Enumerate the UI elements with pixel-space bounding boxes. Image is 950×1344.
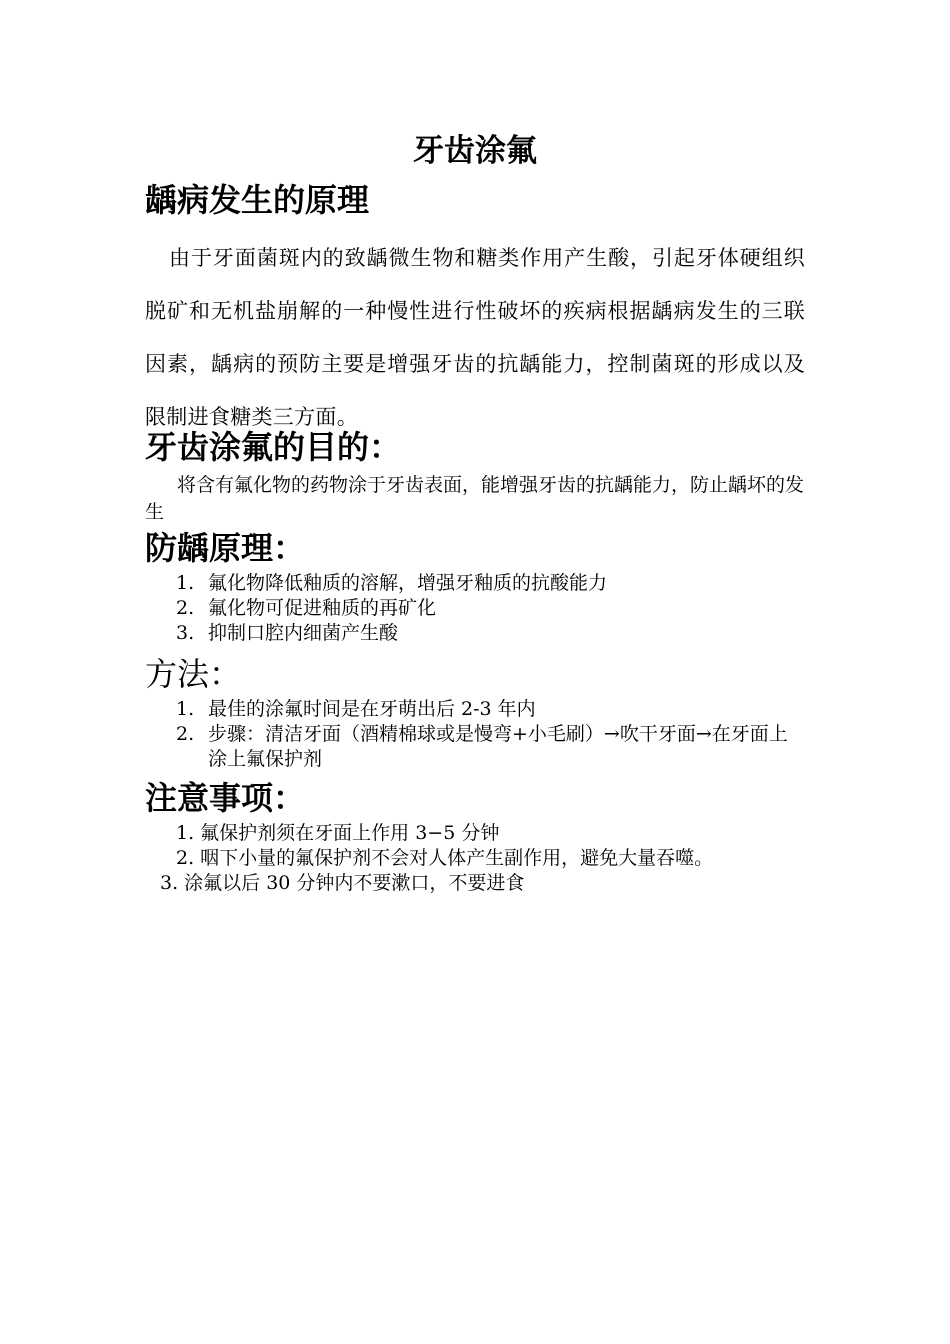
list-item-text: 氟化物可促进釉质的再矿化 <box>208 597 437 619</box>
list-item <box>176 621 806 646</box>
list-item-text: 步骤：清洁牙面（酒精棉球或是慢弯+小毛刷）→吹干牙面→在牙面上涂上氟保护剂 <box>208 723 788 770</box>
caries-principle-paragraph: 由于牙面菌斑内的致龋微生物和糖类作用产生酸，引起牙体硬组织脱矿和无机盐崩解的一种慢性进行性破坏的疾病根据龋病发生的三联因素，龋病的预防主要是增强牙齿的抗龋能力，控制菌斑的形成以及限制进食糖类三方面。 <box>145 246 805 429</box>
list-item <box>176 596 806 621</box>
list-item-number: 1. <box>176 572 195 594</box>
list-item-text: 抑制口腔内细菌产生酸 <box>208 622 399 644</box>
method-list <box>176 697 806 772</box>
list-item-number: 1. <box>176 698 195 720</box>
heading-fluoride-purpose: 牙齿涂氟的目的： <box>145 428 402 466</box>
list-item-text: 最佳的涂氟时间是在牙萌出后 2-3 年内 <box>208 698 536 720</box>
list-item <box>176 722 806 772</box>
heading-precautions: 注意事项： <box>145 779 306 817</box>
list-item-number: 2. <box>176 597 195 619</box>
heading-anticaries-principle: 防龋原理： <box>145 529 306 567</box>
anticaries-list <box>176 571 806 646</box>
precaution-item-3: 3. 涂氟以后 30 分钟内不要漱口，不要进食 <box>160 872 525 894</box>
fluoride-purpose-paragraph: 将含有氟化物的药物涂于牙齿表面，能增强牙齿的抗龋能力，防止龋坏的发生 <box>145 474 805 523</box>
list-item <box>176 571 806 596</box>
list-item <box>176 697 806 722</box>
heading-method: 方法： <box>145 655 242 693</box>
heading-caries-principle: 龋病发生的原理 <box>145 181 370 219</box>
precaution-item-1: 1. 氟保护剂须在牙面上作用 3−5 分钟 <box>176 822 500 844</box>
list-item-number: 3. <box>176 622 195 644</box>
list-item-number: 2. <box>176 723 195 745</box>
precaution-item-2: 2. 咽下小量的氟保护剂不会对人体产生副作用，避免大量吞噬。 <box>176 847 714 869</box>
list-item-text: 氟化物降低釉质的溶解，增强牙釉质的抗酸能力 <box>208 572 608 594</box>
document-title: 牙齿涂氟 <box>413 133 537 169</box>
